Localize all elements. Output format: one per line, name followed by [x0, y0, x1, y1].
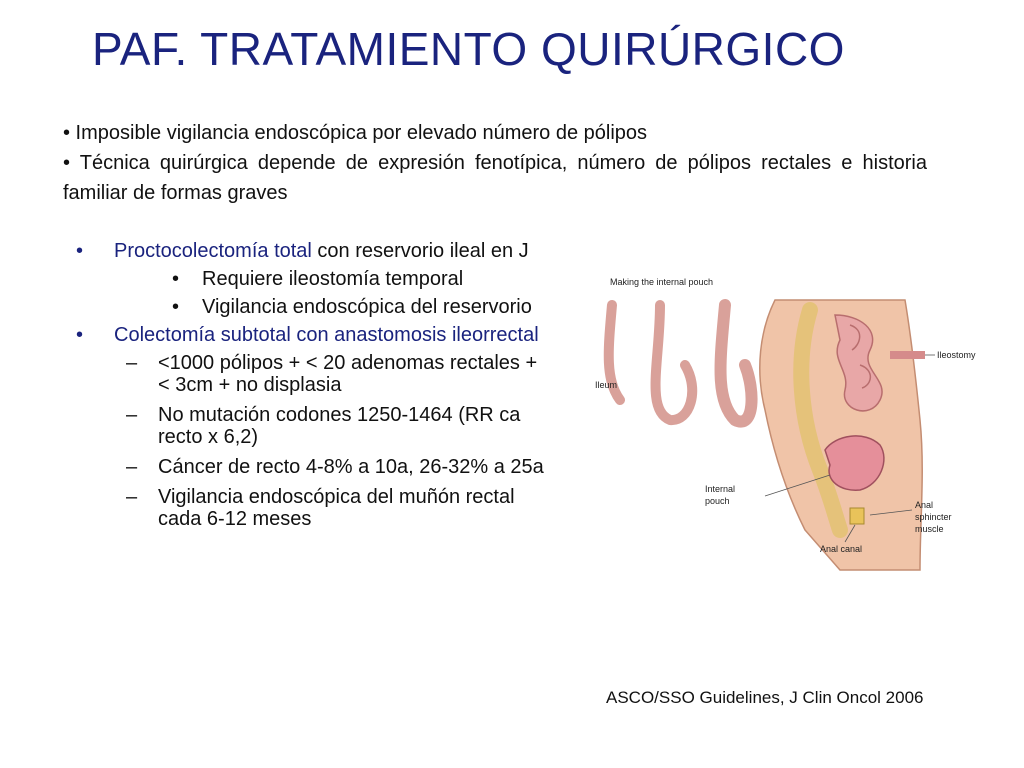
slide-title: PAF. TRATAMIENTO QUIRÚRGICO	[92, 23, 845, 75]
list-item-proctocolectomy	[76, 240, 546, 262]
sub-item-text: No mutación codones 1250-1464 (RR ca recto x 6,2)	[158, 404, 521, 448]
item-label-blue: Colectomía subtotal con anastomosis ileorrectal	[114, 324, 539, 346]
item-label-rest: con reservorio ileal en J	[311, 240, 529, 262]
sub-item-text: Vigilancia endoscópica del muñón rectal cada 6-12 meses	[158, 486, 515, 530]
dash-icon: –	[126, 486, 138, 508]
intro-line-2: • Técnica quirúrgica depende de expresión fenotípica, número de pólipos rectales e historia familiar de formas graves	[63, 152, 927, 204]
internal-pouch-shape	[825, 436, 884, 490]
ileum-j-loop	[656, 305, 693, 420]
bullet-icon: •	[76, 240, 84, 262]
sub-item	[76, 268, 546, 290]
citation: ASCO/SSO Guidelines, J Clin Oncol 2006	[606, 688, 924, 707]
sub-item	[76, 486, 546, 530]
sub-item	[76, 296, 546, 318]
item-label-blue: Proctocolectomía total	[114, 240, 312, 262]
label-anal-sphincter-3: muscle	[915, 524, 944, 534]
bullet-icon: •	[172, 296, 180, 318]
sub-item	[76, 404, 546, 448]
anal-canal-shape	[850, 508, 864, 524]
sub-item	[76, 352, 546, 396]
dash-icon: –	[126, 404, 138, 426]
sub-item-text: <1000 pólipos + < 20 adenomas rectales + < 3cm + no displasia	[158, 352, 538, 396]
dash-icon: –	[126, 456, 138, 478]
sub-item	[76, 456, 546, 478]
label-anal-canal: Anal canal	[820, 544, 863, 554]
bullet-icon: •	[76, 324, 84, 346]
label-ileostomy: Ileostomy	[937, 350, 976, 360]
label-anal-sphincter-1: Anal	[915, 500, 934, 510]
sub-item-text: Requiere ileostomía temporal	[202, 268, 464, 290]
label-internal-pouch-1: Internal	[705, 484, 736, 494]
sub-item-text: Cáncer de recto 4-8% a 10a, 26-32% a 25a	[158, 456, 544, 478]
bullet-icon: •	[172, 268, 180, 290]
label-anal-sphincter-2: sphincter	[915, 512, 952, 522]
figure-caption: Making the internal pouch	[610, 277, 714, 287]
ileum-j-pouch	[721, 305, 752, 422]
sub-item-text: Vigilancia endoscópica del reservorio	[202, 296, 532, 318]
list-item-colectomy	[76, 324, 546, 346]
dash-icon: –	[126, 352, 138, 374]
label-internal-pouch-2: pouch	[705, 496, 730, 506]
pouch-illustration	[590, 270, 980, 580]
label-ileum: Ileum	[595, 380, 618, 390]
intro-text	[63, 118, 927, 208]
treatment-list	[76, 240, 546, 538]
intro-line-1: • Imposible vigilancia endoscópica por elevado número de pólipos	[63, 122, 648, 144]
